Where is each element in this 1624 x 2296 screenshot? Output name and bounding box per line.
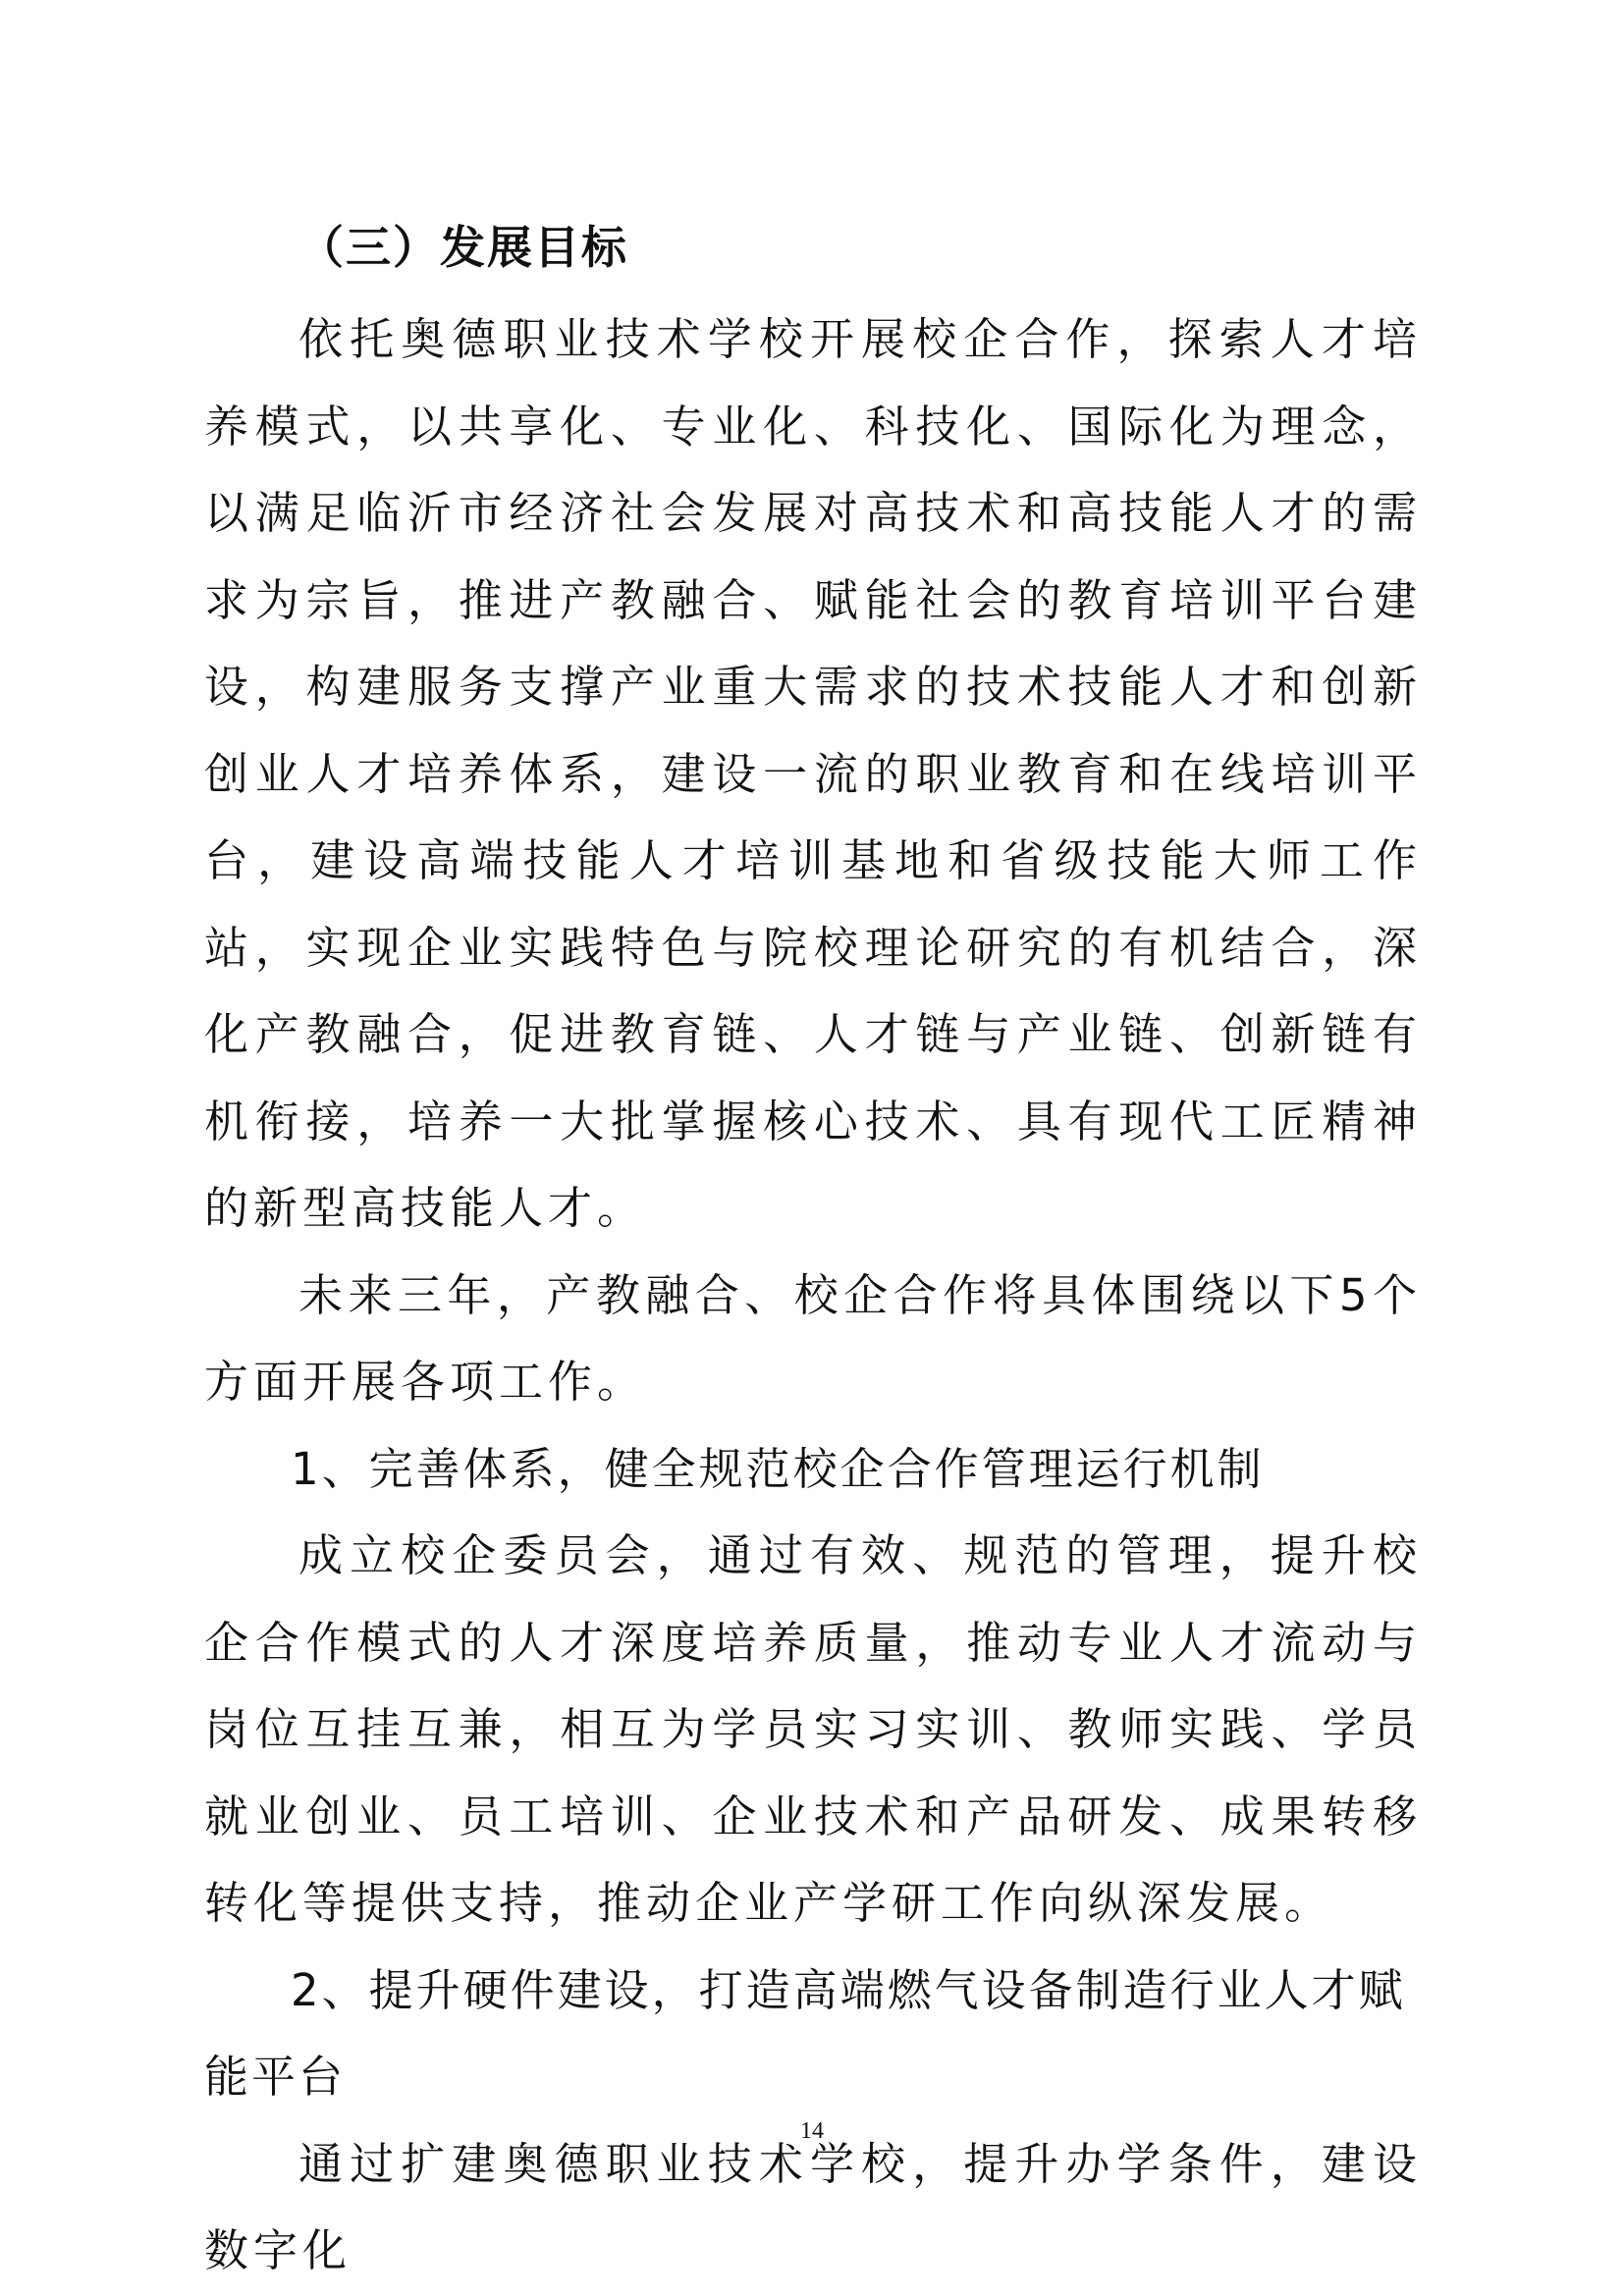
paragraph-item-2: 通过扩建奥德职业技术学校，提升办学条件，建设数字化 (204, 2137, 1422, 2276)
paragraph-three-year-plan: 未来三年，产教融合、校企合作将具体围绕以下5个方面开展各项工作。 (204, 1268, 1422, 1408)
body-text (204, 208, 1422, 2295)
paragraph-development-goals: 依托奥德职业技术学校开展校企合作，探索人才培养模式，以共享化、专业化、科技化、国际化为理念，以满足临沂市经济社会发展对高技术和高技能人才的需求为宗旨，推进产教融合、赋能社会的教育培训平台建设，构建服务支撑产业重大需求的技术技能人才和创新创业人才培养体系，建设一流的职业教育和在线培训平台，建设高端技能人才培训基地和省级技能大师工作站，实现企业实践特色与院校理论研究的有机结合，深化产教融合，促进教育链、人才链与产业链、创新链有机衔接，培养一大批掌握核心技术、具有现代工匠精神的新型高技能人才。 (204, 313, 1422, 1234)
section-heading: （三）发展目标 (298, 221, 628, 274)
item-title-2: 2、提升硬件建设，打造高端燃气设备制造行业人才赋能平台 (204, 1963, 1406, 2103)
item-title-1: 1、完善体系，健全规范校企合作管理运行机制 (291, 1442, 1265, 1495)
paragraph-item-1: 成立校企委员会，通过有效、规范的管理，提升校企合作模式的人才深度培养质量，推动专业人才流动与岗位互挂互兼，相互为学员实习实训、教师实践、学员就业创业、员工培训、企业技术和产品研发、成果转移转化等提供支持，推动企业产学研工作向纵深发展。 (204, 1529, 1422, 1929)
page-number: 14 (800, 2118, 824, 2144)
